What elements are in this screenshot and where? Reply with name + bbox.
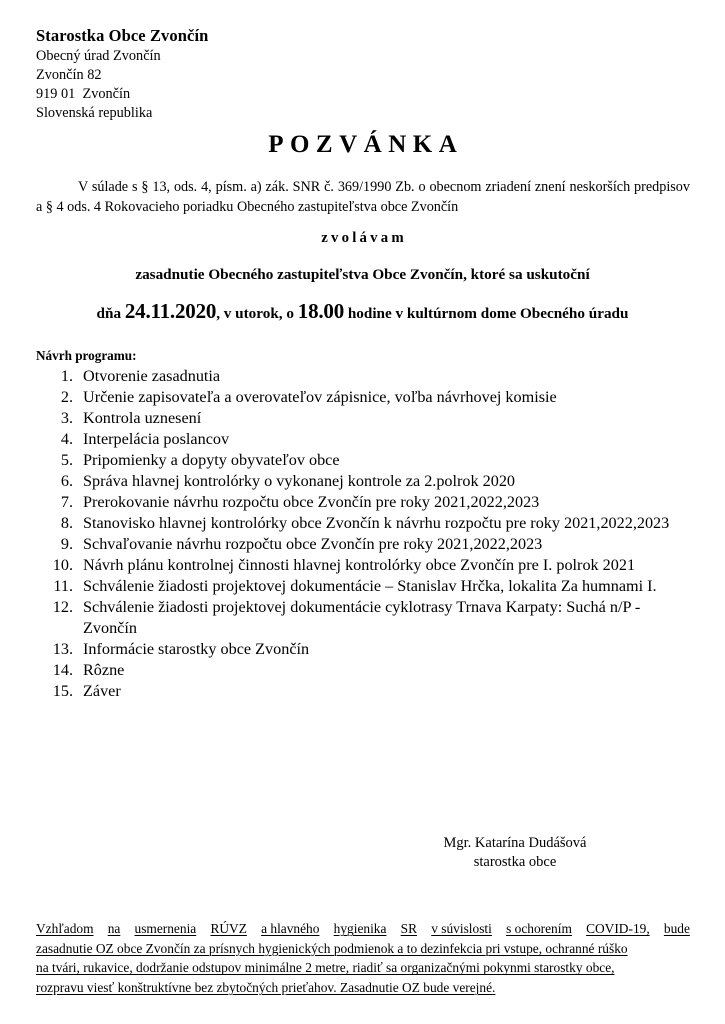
program-item — [36, 576, 690, 597]
covid-notice-word: Vzhľadom — [36, 921, 94, 936]
program-item — [36, 597, 690, 639]
covid-notice-word: hygienika — [333, 921, 387, 936]
sender-title: Starostka Obce Zvončín — [36, 26, 209, 45]
program-item-number: 9. — [60, 534, 73, 553]
program-item — [36, 534, 690, 555]
program-item — [36, 450, 690, 471]
program-item-number: 13. — [52, 639, 73, 658]
meeting-date: 24.11.2020 — [124, 299, 217, 323]
covid-notice-word: SR — [400, 921, 418, 936]
page-title: POZVÁNKA — [268, 131, 464, 158]
program-item-number: 12. — [52, 597, 73, 616]
program-item-text: Určenie zapisovateľa a overovateľov zápisnice, voľba návrhovej komisie — [83, 387, 557, 406]
program-item-text: Otvorenie zasadnutia — [83, 367, 221, 385]
program-item — [36, 471, 690, 492]
sender-postal-city: 919 01 Zvončín — [36, 86, 131, 103]
covid-notice-word: s ochorením — [506, 921, 572, 936]
program-item-number: 1. — [60, 367, 73, 385]
meeting-time: 18.00 — [297, 299, 345, 323]
program-item — [36, 429, 690, 450]
program-item-text: Stanovisko hlavnej kontrolórky obce Zvončín k návrhu rozpočtu pre roky 2021,2022,2023 — [83, 513, 670, 532]
sender-header — [36, 25, 456, 123]
program-item — [36, 408, 690, 429]
program-item — [36, 387, 690, 408]
legal-intro-paragraph: V súlade s § 13, ods. 4, písm. a) zák. SNR č. 369/1990 Zb. o obecnom zriadení znení neskorších predpisov a § 4 ods. 4 Rokovacieho poriadku Obecného zastupiteľstva obce Zvončín — [36, 179, 690, 216]
program-item-text: Schválenie žiadosti projektovej dokumentácie – Stanislav Hrčka, lokalita Za humnami I. — [83, 576, 657, 595]
date-suffix: hodine v kultúrnom dome Obecného úradu — [344, 305, 629, 322]
covid-notice-line — [36, 919, 690, 939]
covid-notice-word: bude — [663, 921, 690, 936]
program-item-text: Záver — [83, 681, 121, 700]
sender-street: Zvončín 82 — [36, 67, 102, 84]
program-item-number: 8. — [60, 513, 73, 532]
program-item — [36, 639, 690, 660]
signatory-role: starostka obce — [473, 854, 557, 871]
sender-office: Obecný úrad Zvončín — [36, 48, 161, 65]
program-item-number: 6. — [60, 471, 73, 490]
program-item — [36, 513, 690, 534]
program-item — [36, 681, 690, 702]
covid-notice-line: na tvári, rukavice, dodržanie odstupov minimálne 2 metre, riadiť sa organizačnými pokynmi starostky obce, — [36, 960, 615, 976]
meeting-statement: zasadnutie Obecného zastupiteľstva Obce Zvončín, ktoré sa uskutoční — [135, 266, 590, 283]
sender-country: Slovenská republika — [36, 105, 153, 122]
covid-notice-word: na — [107, 921, 121, 936]
program-item — [36, 366, 690, 387]
program-item-text: Správa hlavnej kontrolórky o vykonanej kontrole za 2.polrok 2020 — [83, 471, 516, 490]
signature-block — [380, 834, 650, 873]
program-item-number: 4. — [60, 429, 73, 448]
covid-notice-line: rozpravu viesť konštruktívne bez zbytočných prieťahov. Zasadnutie OZ bude verejné. — [36, 980, 496, 996]
program-item-number: 14. — [52, 660, 73, 679]
program-item-number: 3. — [60, 408, 73, 427]
program-item-text: Schvaľovanie návrhu rozpočtu obce Zvončín pre roky 2021,2022,2023 — [83, 534, 543, 553]
covid-notice-word: COVID-19, — [586, 921, 650, 936]
program-item-text: Informácie starostky obce Zvončín — [83, 639, 310, 658]
program-item — [36, 492, 690, 513]
program-item-text: Schválenie žiadosti projektovej dokumentácie cyklotrasy Trnava Karpaty: Suchá n/P - Zvončín — [83, 597, 641, 637]
signatory-name: Mgr. Katarína Dudášová — [443, 835, 587, 851]
program-item-number: 10. — [52, 555, 73, 574]
program-label: Návrh programu: — [36, 348, 137, 363]
program-item-number: 15. — [52, 681, 73, 700]
covid-notice — [36, 919, 690, 998]
date-middle: , v utorok, o — [216, 305, 298, 322]
convene-word: zvolávam — [321, 230, 407, 246]
program-list — [36, 366, 690, 702]
covid-notice-word: v súvislosti — [431, 921, 492, 936]
program-item-text: Rôzne — [83, 660, 125, 679]
program-item — [36, 555, 690, 576]
program-item-number: 5. — [60, 450, 73, 469]
covid-notice-word: usmernenia — [134, 921, 197, 936]
program-item-text: Pripomienky a dopyty obyvateľov obce — [83, 450, 340, 469]
covid-notice-word: a hlavného — [261, 921, 320, 936]
program-item-text: Návrh plánu kontrolnej činnosti hlavnej kontrolórky obce Zvončín pre I. polrok 2021 — [83, 555, 636, 574]
program-item-text: Prerokovanie návrhu rozpočtu obce Zvončín pre roky 2021,2022,2023 — [83, 492, 540, 511]
covid-notice-line: zasadnutie OZ obce Zvončín za prísnych hygienických podmienok a to dezinfekcia pri vstupe, ochranné rúško — [36, 940, 628, 956]
program-item-text: Interpelácia poslancov — [83, 429, 230, 448]
meeting-datetime-line — [0, 299, 725, 324]
program-item — [36, 660, 690, 681]
program-item-number: 7. — [60, 492, 73, 511]
program-item-number: 11. — [53, 576, 73, 595]
program-item-number: 2. — [60, 387, 73, 406]
date-prefix: dňa — [96, 305, 125, 322]
program-item-text: Kontrola uznesení — [83, 408, 202, 427]
covid-notice-word: RÚVZ — [210, 921, 247, 936]
